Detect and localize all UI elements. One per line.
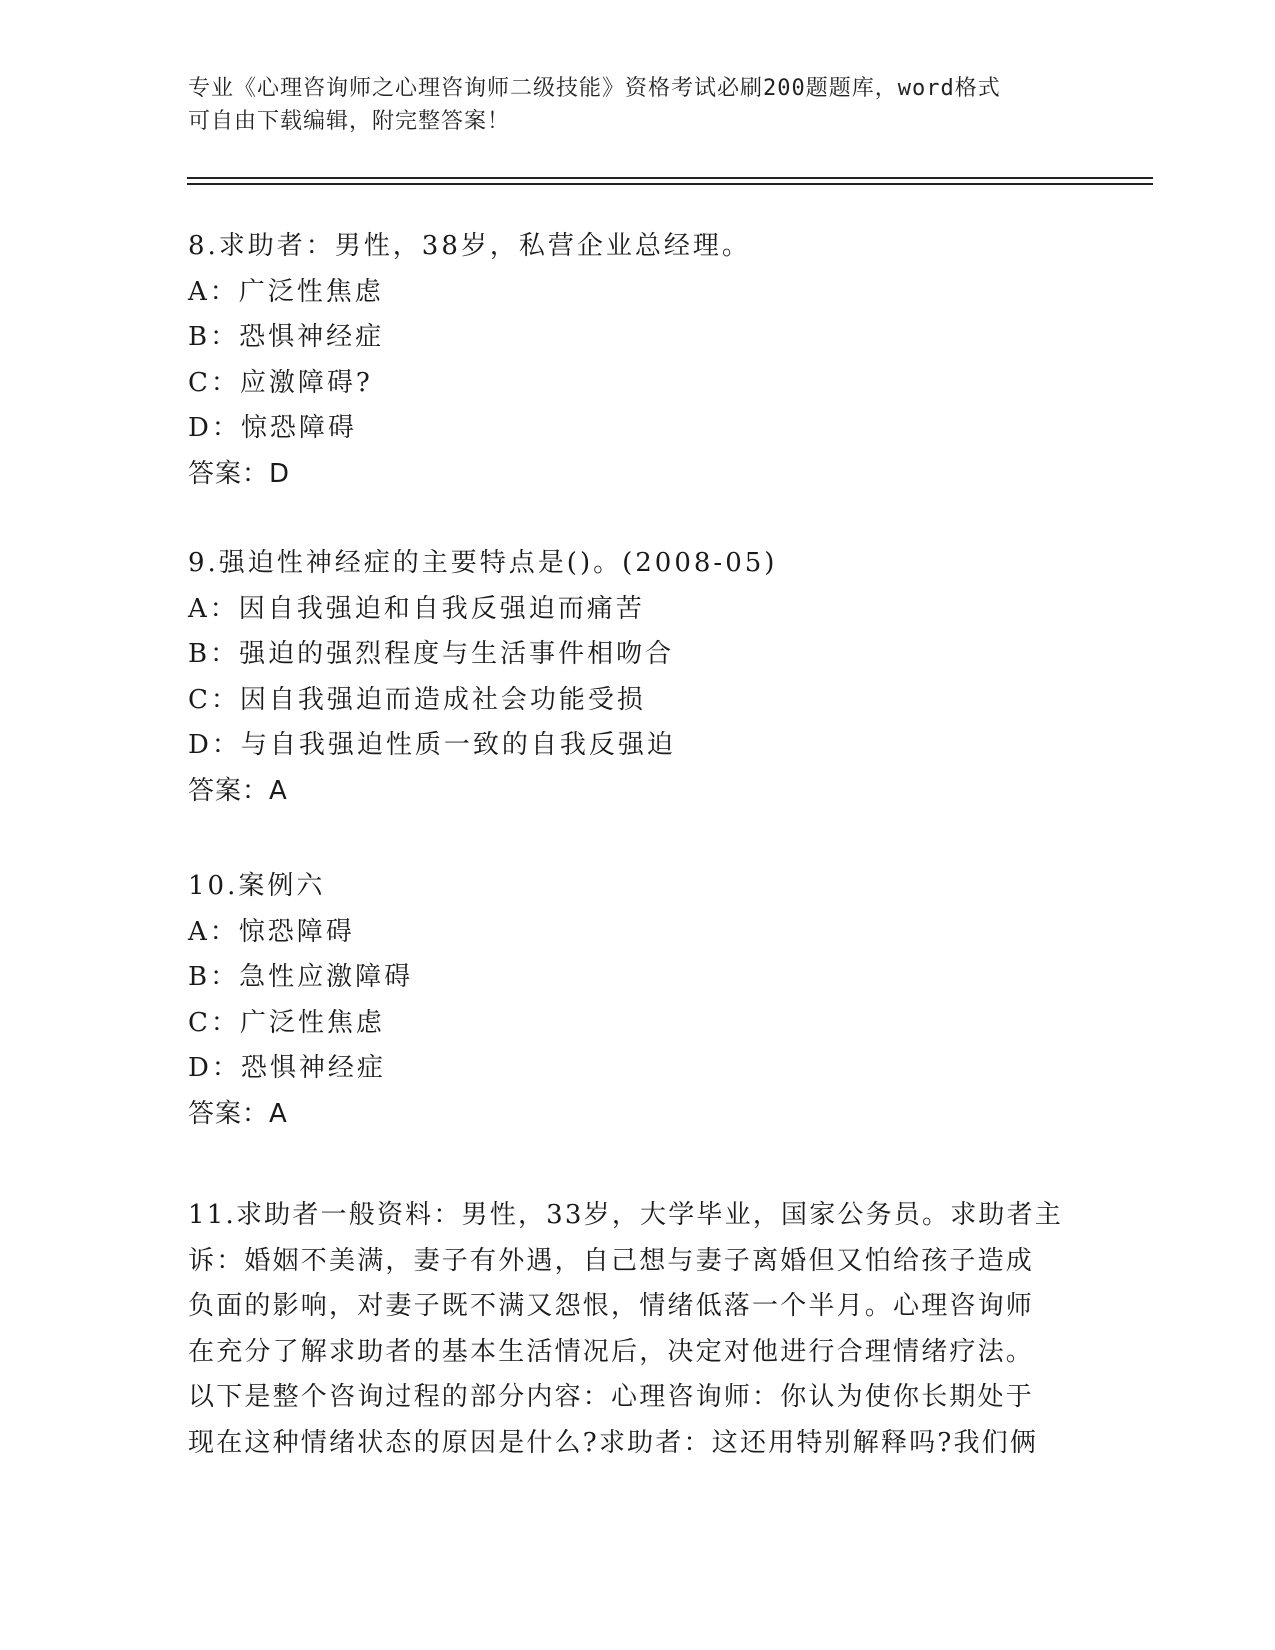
header-line-1: 专业《心理咨询师之心理咨询师二级技能》资格考试必刷200题题库，word格式 xyxy=(188,76,1001,101)
question-11-line: 以下是整个咨询过程的部分内容：心理咨询师：你认为使你长期处于 xyxy=(188,1382,1035,1412)
option-c: C：应激障碍? xyxy=(188,367,373,398)
answer: 答案：A xyxy=(188,1098,288,1129)
option-c: C：广泛性焦虑 xyxy=(188,1007,385,1038)
option-d: D：惊恐障碍 xyxy=(188,413,357,443)
question-11-line: 在充分了解求助者的基本生活情况后，决定对他进行合理情绪疗法。 xyxy=(188,1336,1035,1367)
header-line-2: 可自由下载编辑，附完整答案！ xyxy=(188,109,511,134)
question-11-line: 现在这种情绪状态的原因是什么?求助者：这还用特别解释吗?我们俩 xyxy=(188,1427,1039,1458)
option-d: D：恐惧神经症 xyxy=(188,1053,386,1083)
question-11 xyxy=(188,1193,1088,1466)
option-c: C：因自我强迫而造成社会功能受损 xyxy=(188,684,646,715)
question-11-line: 诉：婚姻不美满，妻子有外遇，自己想与妻子离婚但又怕给孩子造成 xyxy=(188,1245,1035,1276)
question-11-line: 11.求助者一般资料：男性，33岁，大学毕业，国家公务员。求助者主 xyxy=(188,1200,1064,1230)
question-8 xyxy=(188,224,1088,497)
document-header xyxy=(188,72,1068,138)
header-divider-top xyxy=(187,177,1153,179)
question-9 xyxy=(188,541,1088,814)
option-a: A：因自我强迫和自我反强迫而痛苦 xyxy=(188,593,645,624)
question-stem: 9.强迫性神经症的主要特点是()。(2008-05) xyxy=(188,548,778,578)
question-11-line: 负面的影响，对妻子既不满又怨恨，情绪低落一个半月。心理咨询师 xyxy=(188,1291,1035,1321)
answer: 答案：A xyxy=(188,775,288,806)
question-10 xyxy=(188,864,1088,1137)
header-divider-bottom xyxy=(187,183,1153,185)
option-a: A：广泛性焦虑 xyxy=(188,276,384,307)
question-stem: 8.求助者：男性，38岁，私营企业总经理。 xyxy=(188,231,751,261)
answer: 答案：D xyxy=(188,458,291,489)
option-b: B：恐惧神经症 xyxy=(188,322,385,352)
question-stem: 10.案例六 xyxy=(188,871,326,901)
option-b: B：急性应激障碍 xyxy=(188,962,414,992)
option-d: D：与自我强迫性质一致的自我反强迫 xyxy=(188,730,676,760)
option-a: A：惊恐障碍 xyxy=(188,916,355,947)
option-b: B：强迫的强烈程度与生活事件相吻合 xyxy=(188,639,675,669)
